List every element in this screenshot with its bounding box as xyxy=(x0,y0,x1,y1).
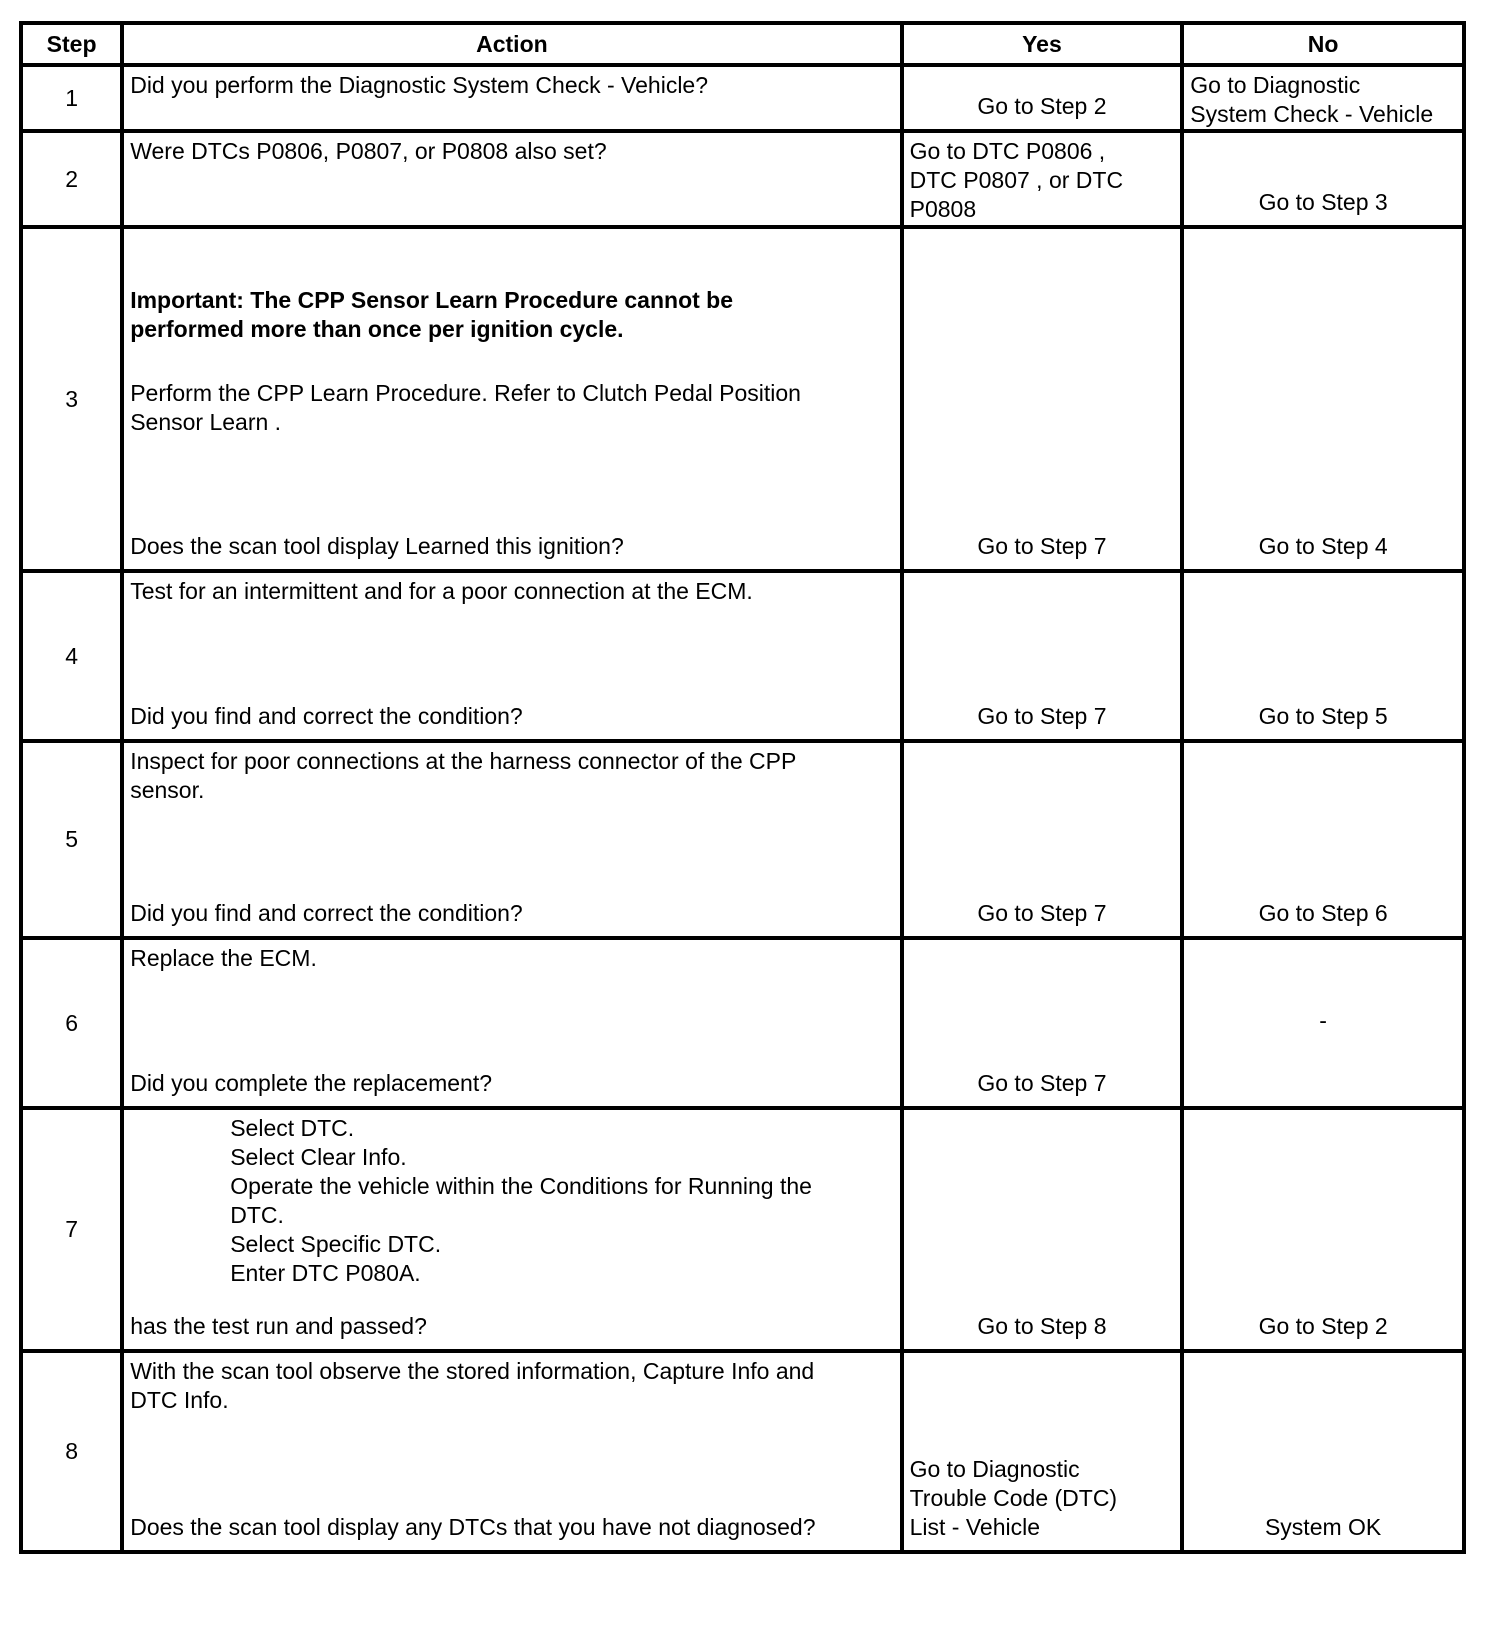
yes-text xyxy=(910,137,1177,224)
question-text: Does the scan tool display any DTCs that you have not diagnosed? xyxy=(130,1514,816,1540)
no-text: Go to Step 4 xyxy=(1258,533,1388,559)
yes-text-line: List - Vehicle xyxy=(909,1514,1041,1540)
important-note: Important: The CPP Sensor Learn Procedure cannot be xyxy=(130,287,734,313)
table-row xyxy=(21,65,1464,131)
table-row xyxy=(21,227,1464,571)
table-row xyxy=(21,938,1464,1108)
list-item: DTC. xyxy=(230,1202,284,1228)
no-cell xyxy=(1182,571,1464,741)
action-cell xyxy=(122,131,901,227)
action-cell xyxy=(122,1108,901,1351)
list-item: Select DTC. xyxy=(230,1115,355,1141)
yes-text-line: Trouble Code (DTC) xyxy=(909,1485,1118,1511)
question-text: Did you complete the replacement? xyxy=(130,1070,493,1096)
yes-cell xyxy=(902,741,1183,938)
question-text: Does the scan tool display Learned this ignition? xyxy=(130,533,624,559)
no-cell xyxy=(1182,741,1464,938)
header-yes: Yes xyxy=(902,23,1183,65)
yes-cell xyxy=(902,1351,1183,1552)
no-text: Go to Step 5 xyxy=(1258,703,1388,729)
step-number: 6 xyxy=(21,938,122,1108)
header-row xyxy=(21,23,1464,65)
action-cell xyxy=(122,1351,901,1552)
table-row xyxy=(21,131,1464,227)
action-cell xyxy=(122,741,901,938)
action-text: Test for an intermittent and for a poor connection at the ECM. xyxy=(130,578,753,604)
no-text-line: System Check - Vehicle xyxy=(1190,101,1434,127)
action-line: Inspect for poor connections at the harness connector of the CPP xyxy=(130,748,797,774)
action-text xyxy=(130,1357,895,1415)
action-line: With the scan tool observe the stored information, Capture Info and xyxy=(130,1358,815,1384)
no-text: - xyxy=(1319,1007,1327,1034)
header-no: No xyxy=(1182,23,1464,65)
list-item: Operate the vehicle within the Conditions for Running the xyxy=(230,1173,812,1199)
action-list xyxy=(130,1114,895,1288)
yes-text-line: Go to DTC P0806 , xyxy=(909,138,1106,164)
no-text-line: Go to Diagnostic xyxy=(1190,72,1361,98)
step-number: 7 xyxy=(21,1108,122,1351)
question-text: has the test run and passed? xyxy=(130,1313,427,1339)
no-text: Go to Step 3 xyxy=(1258,189,1388,215)
yes-text: Go to Step 2 xyxy=(977,93,1107,119)
step-number: 1 xyxy=(21,65,122,131)
action-cell xyxy=(122,938,901,1108)
no-text: System OK xyxy=(1264,1514,1382,1540)
action-line: Sensor Learn . xyxy=(130,409,282,435)
yes-cell xyxy=(902,227,1183,571)
yes-text: Go to Step 7 xyxy=(977,533,1107,559)
important-note: performed more than once per ignition cycle. xyxy=(130,316,624,342)
yes-text: Go to Step 8 xyxy=(977,1313,1107,1339)
step-number: 2 xyxy=(21,131,122,227)
no-cell xyxy=(1182,227,1464,571)
list-item: Select Specific DTC. xyxy=(230,1231,442,1257)
step-number: 4 xyxy=(21,571,122,741)
action-line: Perform the CPP Learn Procedure. Refer to Clutch Pedal Position xyxy=(130,380,801,406)
no-text xyxy=(1190,71,1458,129)
table-row xyxy=(21,741,1464,938)
list-item: Select Clear Info. xyxy=(230,1144,407,1170)
diagnostic-table xyxy=(19,21,1466,1554)
yes-cell xyxy=(902,1108,1183,1351)
no-text: Go to Step 2 xyxy=(1258,1313,1388,1339)
yes-cell xyxy=(902,131,1183,227)
no-cell xyxy=(1182,1108,1464,1351)
yes-cell xyxy=(902,571,1183,741)
action-cell xyxy=(122,227,901,571)
action-text: Did you perform the Diagnostic System Check - Vehicle? xyxy=(130,72,709,98)
question-text: Did you find and correct the condition? xyxy=(130,703,523,729)
no-cell xyxy=(1182,65,1464,131)
action-cell xyxy=(122,65,901,131)
no-cell xyxy=(1182,938,1464,1108)
action-cell xyxy=(122,571,901,741)
yes-text xyxy=(910,1455,1177,1542)
question-text: Did you find and correct the condition? xyxy=(130,900,523,926)
step-number: 8 xyxy=(21,1351,122,1552)
action-text: Replace the ECM. xyxy=(130,945,317,971)
action-text: Were DTCs P0806, P0807, or P0808 also set? xyxy=(130,138,607,164)
step-number: 3 xyxy=(21,227,122,571)
yes-cell xyxy=(902,65,1183,131)
yes-text-line: P0808 xyxy=(909,196,977,222)
action-text xyxy=(130,286,895,437)
table-row xyxy=(21,1351,1464,1552)
no-text: Go to Step 6 xyxy=(1258,900,1388,926)
yes-cell xyxy=(902,938,1183,1108)
no-cell xyxy=(1182,1351,1464,1552)
action-line: sensor. xyxy=(130,777,205,803)
table-row xyxy=(21,571,1464,741)
action-text xyxy=(130,747,895,805)
header-step: Step xyxy=(21,23,122,65)
table-row xyxy=(21,1108,1464,1351)
no-cell xyxy=(1182,131,1464,227)
list-item: Enter DTC P080A. xyxy=(230,1260,421,1286)
yes-text-line: DTC P0807 , or DTC xyxy=(909,167,1124,193)
action-line: DTC Info. xyxy=(130,1387,229,1413)
header-action: Action xyxy=(122,23,901,65)
step-number: 5 xyxy=(21,741,122,938)
yes-text: Go to Step 7 xyxy=(977,703,1107,729)
yes-text: Go to Step 7 xyxy=(977,900,1107,926)
yes-text: Go to Step 7 xyxy=(977,1070,1107,1096)
yes-text-line: Go to Diagnostic xyxy=(909,1456,1080,1482)
